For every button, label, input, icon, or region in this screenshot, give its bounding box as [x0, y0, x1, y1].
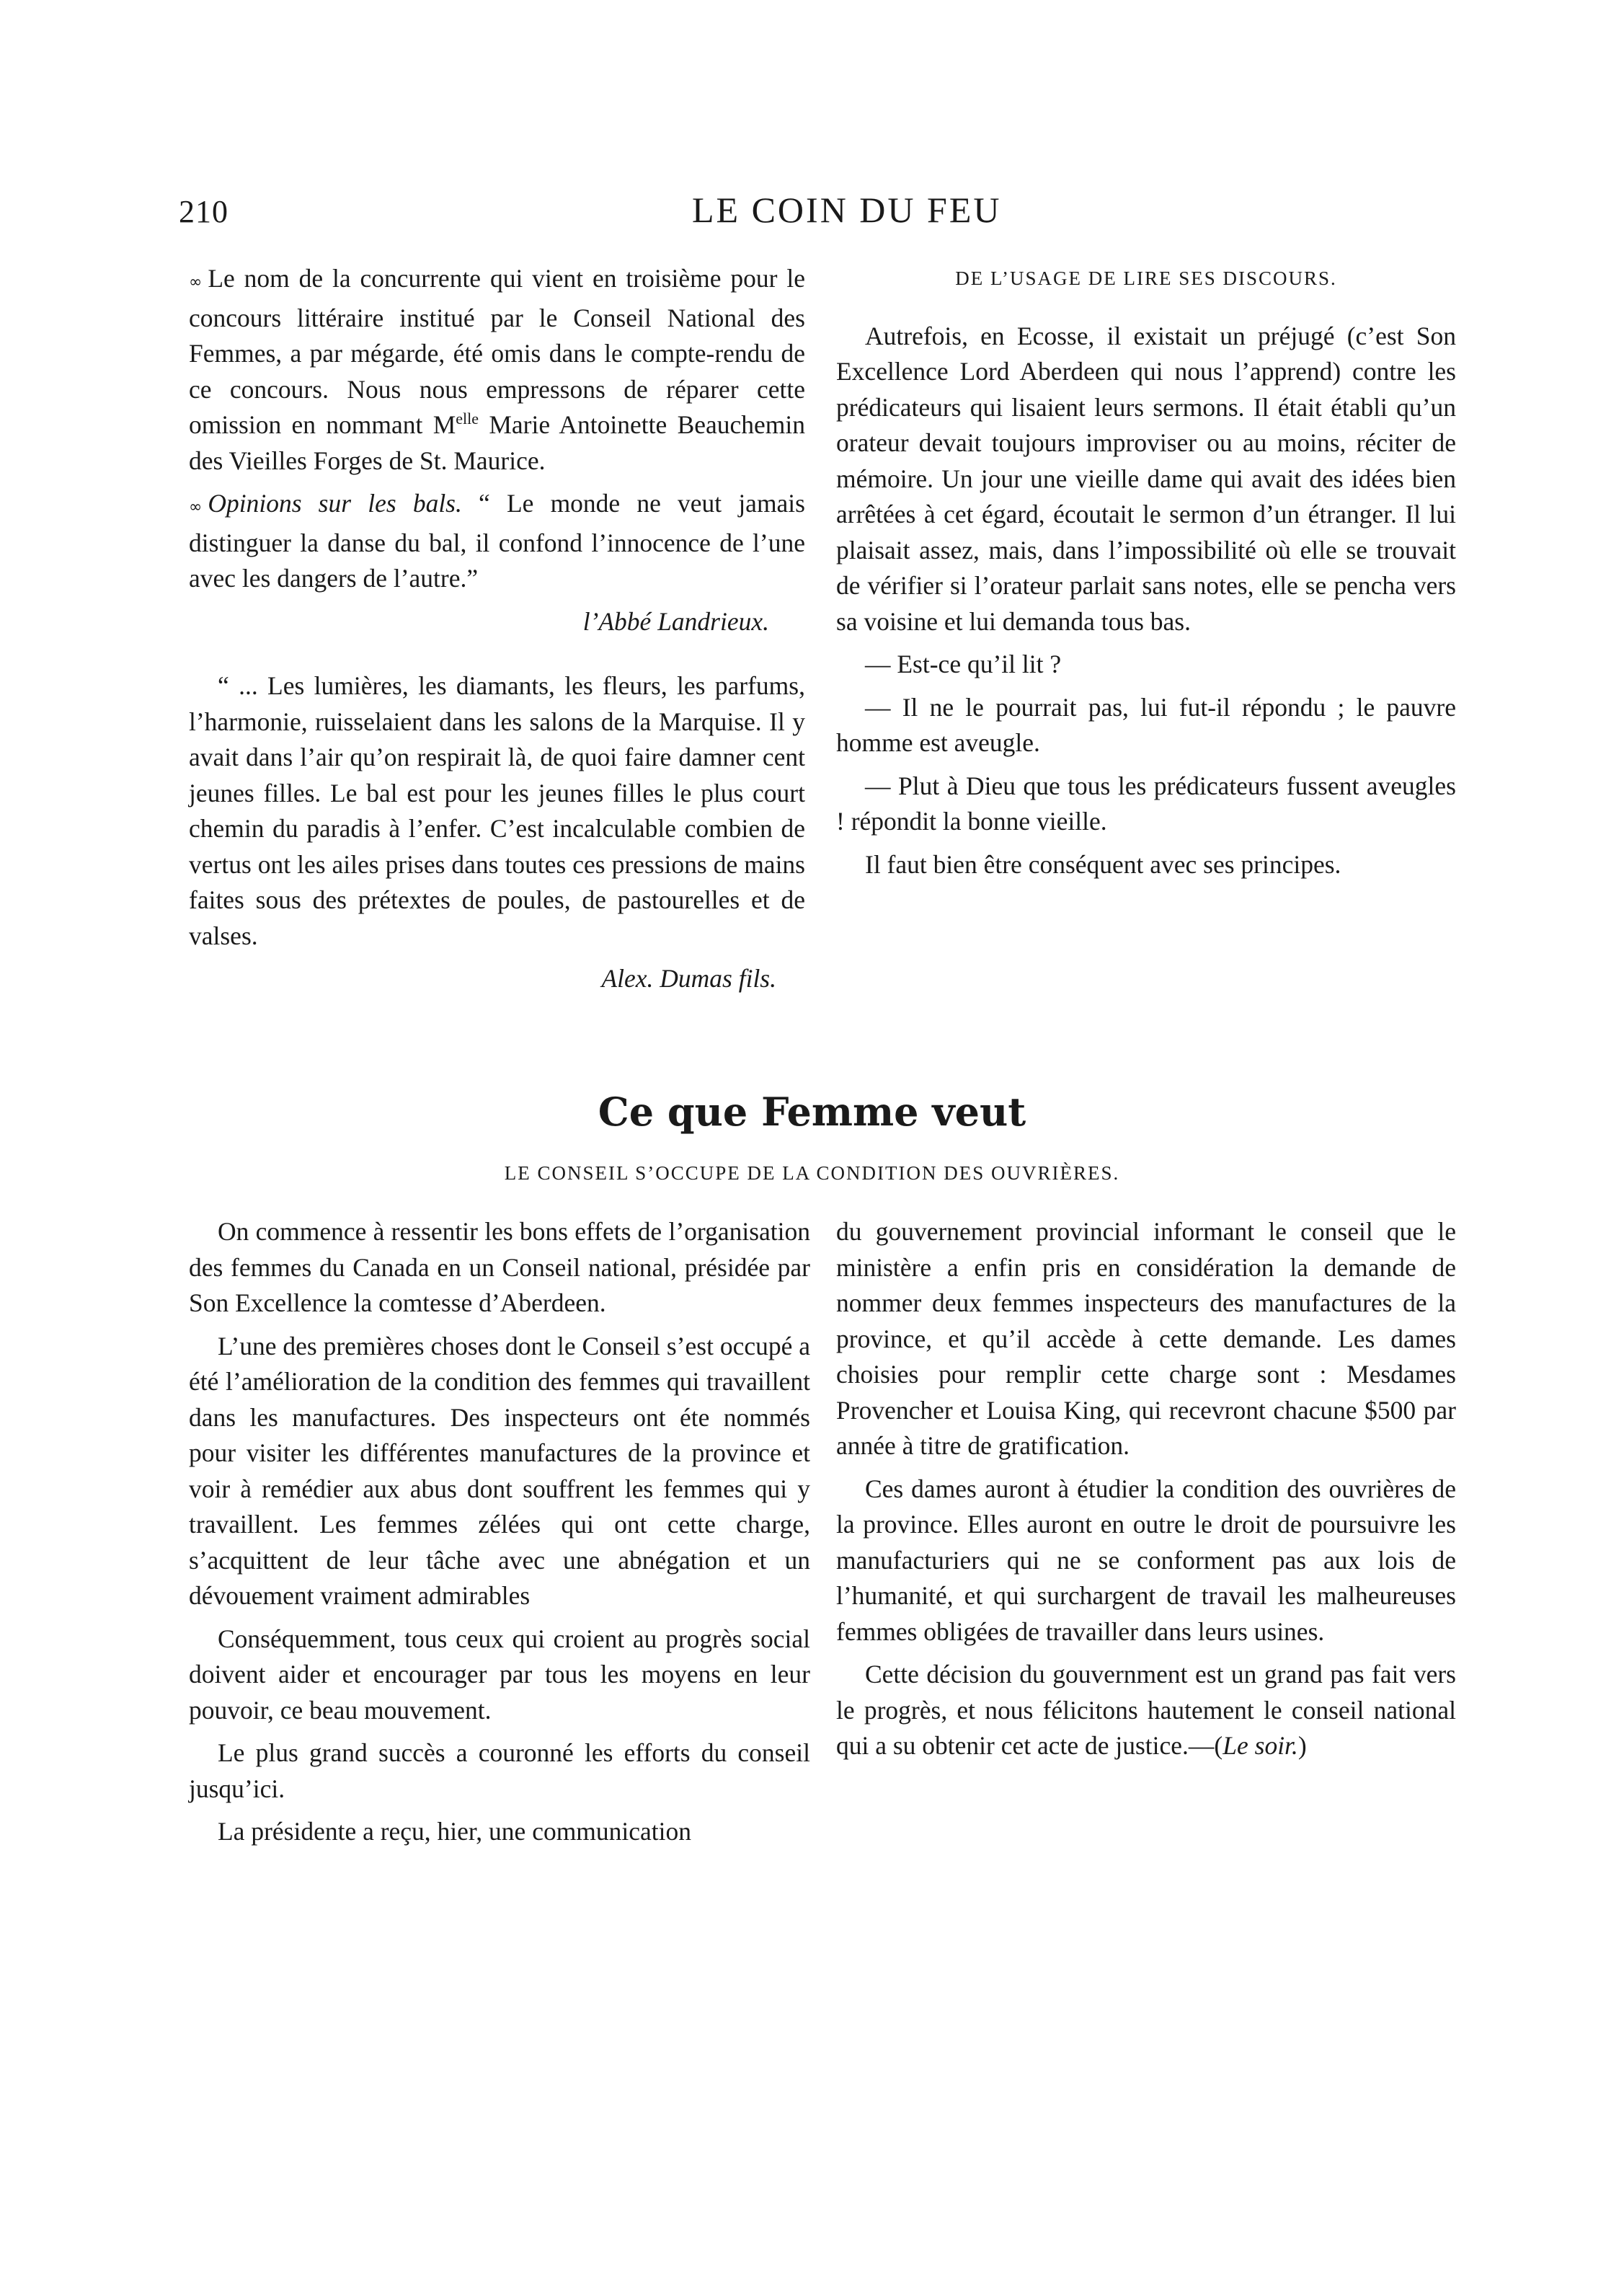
section-title: Ce que Femme veut: [598, 1089, 1026, 1135]
top-right-column: [836, 261, 1456, 890]
article-paragraph: Conséquemment, tous ceux qui croient au progrès social doivent aider et encourager par tous les moyens en leur pouvoir, ce beau mouvement.: [189, 1624, 810, 1725]
article-paragraph: du gouvernement provincial informant le conseil que le ministère a enfin pris en considération la demande de nommer deux femmes inspecteurs des manufactures de la province, et qu’il accède à cette demande. Les dames choisies pour remplir cette charge sont : Mesdames Provencher et Louisa King, qui recevront chacune $500 par année à titre de gratification.: [836, 1217, 1456, 1460]
quote-paragraph: “ ... Les lumières, les diamants, les fleurs, les parfums, l’harmonie, ruisselaient dans les salons de la Marquise. Il y avait dans l’air qu’on respirait là, de quoi faire damner cent jeunes filles. Le bal est pour les jeunes filles le plus court chemin du paradis à l’enfer. C’est incalculable combien de vertus ont les ailes prises dans toutes ces pressions de mains faites sous des prétextes de poules, de pastourelles et de valses.: [189, 671, 805, 950]
page-number: 210: [179, 194, 228, 229]
section-mark-icon: ∞: [189, 498, 203, 516]
article-paragraph: On commence à ressentir les bons effets de l’organisation des femmes du Canada en un Conseil national, présidée par Son Excellence la comtesse d’Aberdeen.: [189, 1217, 810, 1317]
article-paragraph: Autrefois, en Ecosse, il existait un préjugé (c’est Son Excellence Lord Aberdeen qui nous l’apprend) contre les prédicateurs qui lisaient leurs sermons. Il était établi qu’un orateur devait toujours improviser ou au moins, réciter de mémoire. Un jour une vieille dame qui avait des idées bien arrêtées à cet égard, écoutait le sermon d’un étranger. Il lui plaisait assez, mais, dans l’impossibilité où elle se trouvait de vérifier si l’orateur parlait sans notes, elle se pencha vers sa voisine et lui demanda tous bas.: [836, 321, 1456, 636]
bottom-left-column: [189, 1214, 810, 1857]
section-mark-icon: ∞: [189, 273, 203, 291]
section-subtitle: LE CONSEIL S’OCCUPE DE LA CONDITION DES OUVRIÈRES.: [504, 1162, 1120, 1184]
article-paragraph: Le plus grand succès a couronné les efforts du conseil jusqu’ici.: [189, 1738, 810, 1803]
article-paragraph: — Il ne le pourrait pas, lui fut-il répondu ; le pauvre homme est aveugle.: [836, 692, 1456, 757]
running-title: LE COIN DU FEU: [692, 190, 1002, 230]
article-paragraph: L’une des premières choses dont le Conseil s’est occupé a été l’amélioration de la condition des femmes qui travaillent dans les manufactures. Des inspecteurs ont éte nommés pour visiter les différentes manufactures de la province et voir à remédier aux abus dont souffrent les femmes qui y travaillent. Les femmes zélées qui ont cette charge, s’acquittent de leur tâche avec une abnégation et un dévouement vraiment admirables: [189, 1331, 810, 1610]
notice-paragraph: ∞ Le nom de la concurrente qui vient en troisième pour le concours littéraire institué par le Conseil National des Femmes, a par mégarde, été omis dans le compte-rendu de ce concours. Nous nous empressons de réparer cette omission en nommant $M^{elle}$ Marie Antoinette Beauchemin des Vieilles Forges de St. Maurice.: [189, 264, 805, 475]
top-left-column: [189, 261, 805, 1004]
article-paragraph: La présidente a reçu, hier, une communication: [218, 1817, 692, 1846]
article-heading: DE L’USAGE DE LIRE SES DISCOURS.: [955, 267, 1337, 289]
article-paragraph: Il faut bien être conséquent avec ses principes.: [865, 849, 1341, 879]
bottom-right-column: [836, 1214, 1456, 1771]
quote-signature: Alex. Dumas fils.: [601, 964, 776, 993]
article-paragraph: — Est-ce qu’il lit ?: [865, 650, 1062, 678]
article-paragraph: — Plut à Dieu que tous les prédicateurs fussent aveugles ! répondit la bonne vieille.: [836, 771, 1456, 836]
opinions-paragraph: ∞ Opinions sur les bals. “ Le monde ne veut jamais distinguer la danse du bal, il confond l’innocence de l’une avec les dangers de l’autre.”: [189, 489, 805, 593]
article-paragraph: Ces dames auront à étudier la condition des ouvrières de la province. Elles auront en outre le droit de poursuivre les manufacturiers qui ne se conforment pas aux lois de l’humanité, et qui surchargent de travail les malheureuses femmes obligées de travailler dans leurs usines.: [836, 1474, 1456, 1646]
article-paragraph: Cette décision du gouvernment est un grand pas fait vers le progrès, et nous félicitons hautement le conseil national qui a su obtenir cet acte de justice.—(Le soir.): [836, 1660, 1456, 1760]
quote-signature: l’Abbé Landrieux.: [582, 606, 769, 636]
